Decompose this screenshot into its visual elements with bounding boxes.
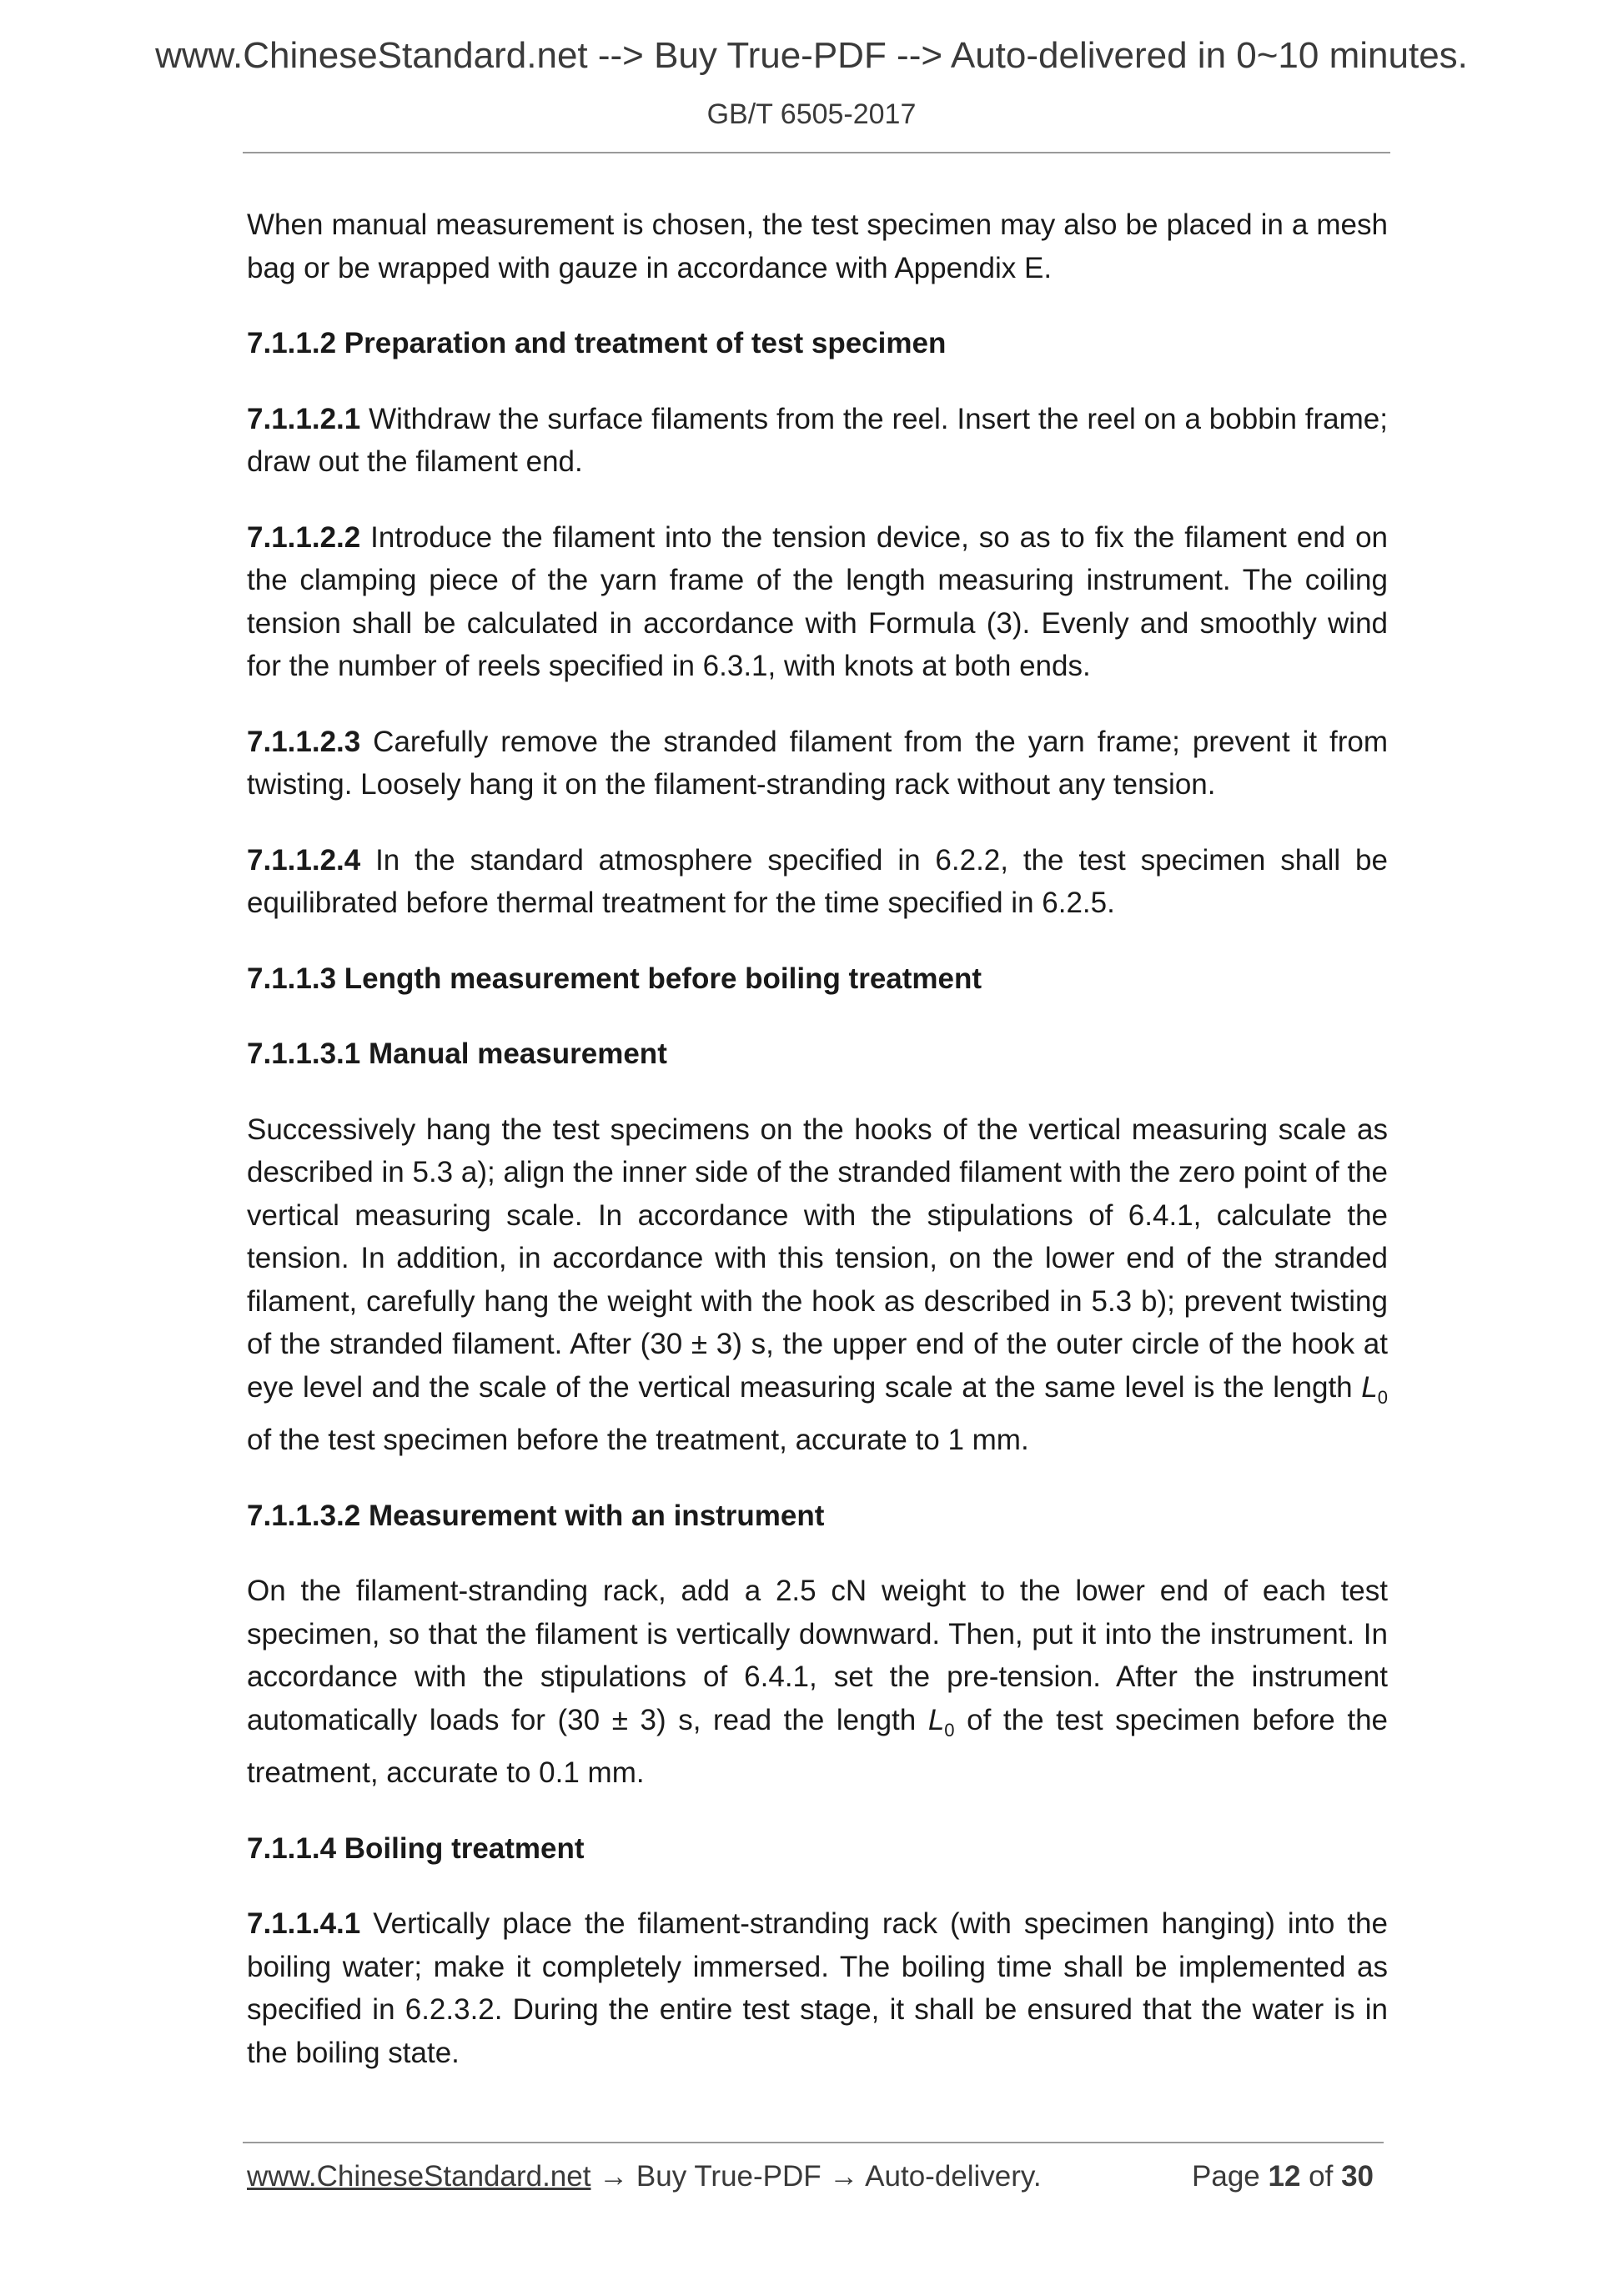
symbol-l: L <box>1361 1370 1378 1404</box>
manual-measurement-paragraph <box>247 1108 1388 1462</box>
clause-text: Vertically place the filament-stranding rack (with specimen hanging) into the boiling water; make it completely immersed. The boiling time shall be implemented as specified in 6.2.3.2. During the entire test stage, it shall be ensured that the water is in the boiling state. <box>247 1907 1388 2069</box>
footer-promo <box>247 2160 1042 2193</box>
page-indicator <box>1192 2160 1374 2193</box>
clause-number: 7.1.1.4.1 <box>247 1907 361 1940</box>
clause-7-1-1-2-1 <box>247 398 1388 484</box>
heading-7-1-1-3: 7.1.1.3 Length measurement before boiling treatment <box>247 962 982 995</box>
top-banner: www.ChineseStandard.net --> Buy True-PDF --> Auto-delivered in 0~10 minutes. <box>155 35 1468 76</box>
heading-7-1-1-4: 7.1.1.4 Boiling treatment <box>247 1831 585 1865</box>
of-label: of <box>1300 2160 1342 2193</box>
paragraph-text: of the test specimen before the treatment, accurate to 1 mm. <box>247 1424 1029 1456</box>
arrow-right-icon: → <box>829 2160 859 2193</box>
instrument-measurement-paragraph <box>247 1570 1388 1795</box>
clause-text: Carefully remove the stranded filament from the yarn frame; prevent it from twisting. Loosely hang it on the filament-stranding rack without any tension. <box>247 725 1388 801</box>
clause-number: 7.1.1.2.1 <box>247 402 361 435</box>
clause-number: 7.1.1.2.3 <box>247 725 361 758</box>
clause-7-1-1-2-2 <box>247 516 1388 688</box>
intro-paragraph: When manual measurement is chosen, the test specimen may also be placed in a mesh bag or be wrapped with gauze in accordance with Appendix E. <box>247 208 1388 284</box>
buy-text: Buy True-PDF <box>628 2160 830 2193</box>
page-label: Page <box>1192 2160 1269 2193</box>
symbol-subscript: 0 <box>944 1719 955 1741</box>
document-body <box>247 203 1388 2107</box>
page-total: 30 <box>1341 2160 1374 2193</box>
site-link[interactable]: www.ChineseStandard.net <box>247 2160 591 2193</box>
paragraph-text: Successively hang the test specimens on the hooks of the vertical measuring scale as described in 5.3 a); align the inner side of the stranded filament with the zero point of the vertical measuring scale. In accordance with the stipulations of 6.4.1, calculate the tension. In addition, in accordance with this tension, on the lower end of the stranded filament, carefully hang the weight with the hook as described in 5.3 b); prevent twisting of the stranded filament. After (30 ± 3) s, the upper end of the outer circle of the hook at eye level and the scale of the vertical measuring scale at the same level is the length <box>247 1113 1388 1404</box>
clause-text: In the standard atmosphere specified in 6.2.2, the test specimen shall be equilibrated before thermal treatment for the time specified in 6.2.5. <box>247 843 1388 919</box>
symbol-l: L <box>927 1703 945 1736</box>
clause-7-1-1-2-4 <box>247 839 1388 925</box>
clause-text: Withdraw the surface filaments from the reel. Insert the reel on a bobbin frame; draw out the filament end. <box>247 402 1388 478</box>
heading-7-1-1-3-1: 7.1.1.3.1 Manual measurement <box>247 1037 667 1070</box>
paragraph-text: On the filament-stranding rack, add a 2.5 cN weight to the lower end of each test specimen, so that the filament is vertically downward. Then, put it into the instrument. In accordance with the stipulations of 6.4.1, set the pre-tension. After the instrument automatically loads for (30 ± 3) s, read the length <box>247 1575 1388 1736</box>
clause-7-1-1-4-1 <box>247 1902 1388 2074</box>
clause-number: 7.1.1.2.4 <box>247 843 361 877</box>
footer-divider <box>243 2142 1384 2143</box>
symbol-subscript: 0 <box>1377 1386 1388 1408</box>
heading-7-1-1-2: 7.1.1.2 Preparation and treatment of test specimen <box>247 327 947 359</box>
header-divider <box>243 152 1390 153</box>
standard-code: GB/T 6505-2017 <box>706 98 917 130</box>
page-number: 12 <box>1268 2160 1301 2193</box>
paragraph-text: of the test specimen before the treatment, accurate to 0.1 mm. <box>247 1703 1388 1789</box>
clause-7-1-1-2-3 <box>247 721 1388 806</box>
clause-number: 7.1.1.2.2 <box>247 520 361 554</box>
arrow-right-icon: → <box>599 2160 629 2193</box>
clause-text: Introduce the filament into the tension device, so as to fix the filament end on the clamping piece of the yarn frame of the length measuring instrument. The coiling tension shall be calculated in accordance with Formula (3). Evenly and smoothly wind for the number of reels specified in 6.3.1, with knots at both ends. <box>247 520 1388 682</box>
auto-delivery-text: Auto-delivery. <box>858 2160 1042 2193</box>
heading-7-1-1-3-2: 7.1.1.3.2 Measurement with an instrument <box>247 1499 825 1532</box>
